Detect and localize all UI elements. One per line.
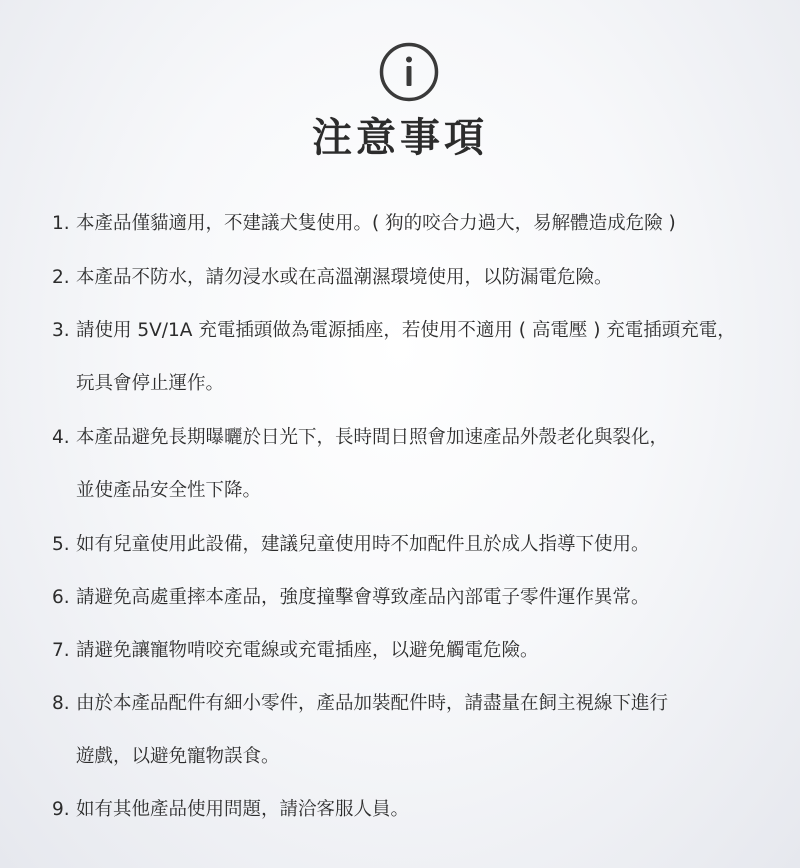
note-9 bbox=[52, 796, 409, 824]
note-1 bbox=[52, 210, 676, 238]
note-text: 如有其他產品使用問題，請洽客服人員。 bbox=[76, 799, 410, 820]
note-text: 請避免讓寵物啃咬充電線或充電插座，以避免觸電危險。 bbox=[76, 640, 539, 661]
note-4 bbox=[52, 424, 668, 452]
note-number: 4. bbox=[52, 427, 70, 448]
note-2 bbox=[52, 264, 613, 292]
note-number: 9. bbox=[52, 799, 70, 820]
note-6 bbox=[52, 584, 650, 612]
note-text: 如有兒童使用此設備，建議兒童使用時不加配件且於成人指導下使用。 bbox=[76, 534, 650, 555]
note-text: 請使用 5V/1A 充電插頭做為電源插座，若使用不適用 ( 高電壓 ) 充電插頭充電， bbox=[76, 320, 736, 341]
note-number: 3. bbox=[52, 320, 70, 341]
note-7 bbox=[52, 637, 539, 665]
note-number: 5. bbox=[52, 534, 70, 555]
note-text: 本產品僅貓適用，不建議犬隻使用。( 狗的咬合力過大，易解體造成危險 ) bbox=[76, 213, 676, 234]
note-text: 由於本產品配件有細小零件，產品加裝配件時，請盡量在飼主視線下進行 bbox=[76, 693, 669, 714]
note-8-continuation: 遊戲，以避免寵物誤食。 bbox=[76, 746, 280, 767]
note-3-continuation: 玩具會停止運作。 bbox=[76, 373, 225, 394]
note-text: 本產品避免長期曝曬於日光下，長時間日照會加速產品外殼老化與裂化， bbox=[76, 427, 669, 448]
note-8 bbox=[52, 690, 668, 718]
info-circle-icon bbox=[379, 42, 439, 102]
note-text: 請避免高處重摔本產品，強度撞擊會導致產品內部電子零件運作異常。 bbox=[76, 587, 650, 608]
note-number: 7. bbox=[52, 640, 70, 661]
note-5 bbox=[52, 531, 650, 559]
note-number: 2. bbox=[52, 267, 70, 288]
note-4-continuation: 並使產品安全性下降。 bbox=[76, 480, 262, 501]
note-text: 本產品不防水，請勿浸水或在高溫潮濕環境使用，以防漏電危險。 bbox=[76, 267, 613, 288]
note-number: 8. bbox=[52, 693, 70, 714]
note-number: 1. bbox=[52, 213, 70, 234]
page-title: 注意事項 bbox=[312, 115, 488, 161]
note-3 bbox=[52, 317, 736, 345]
note-number: 6. bbox=[52, 587, 70, 608]
